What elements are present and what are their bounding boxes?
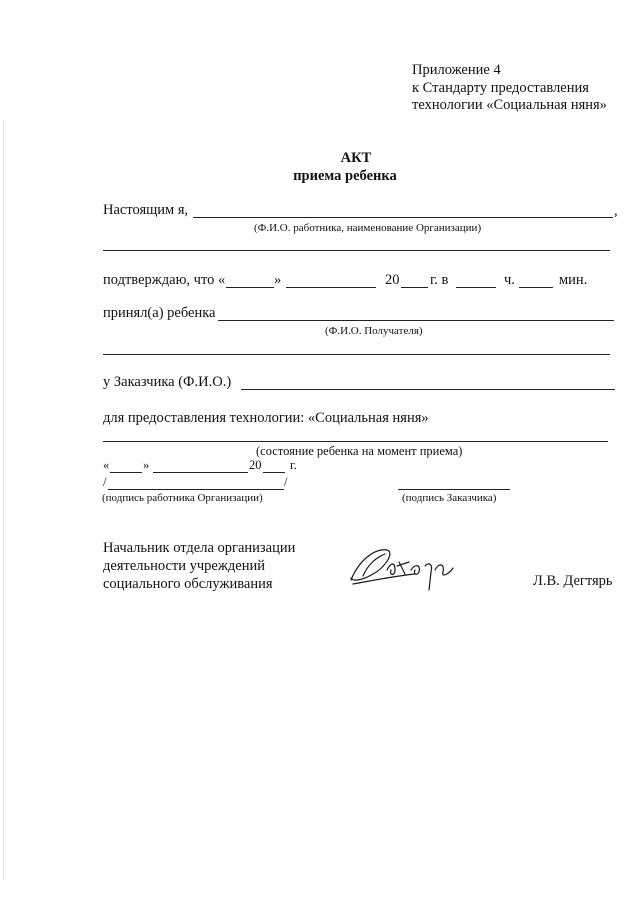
present-fill-line[interactable] (193, 217, 613, 218)
present-hint: (Ф.И.О. работника, наименование Организации) (254, 222, 482, 234)
appendix-line-3: технологии «Социальная няня» (412, 97, 607, 113)
confirm-quote-close: » (274, 272, 282, 288)
worker-signature-hint: (подпись работника Организации) (102, 492, 263, 504)
confirm-hours-label: ч. (504, 272, 515, 288)
customer-signature-line[interactable] (398, 489, 510, 490)
position-line-2: деятельности учреждений (103, 558, 265, 574)
confirm-minutes-label: мин. (559, 272, 588, 288)
confirm-year-suffix: г. в (430, 272, 449, 288)
present-comma: , (614, 203, 618, 219)
confirm-month-line[interactable] (286, 287, 376, 288)
document-title: АКТ (340, 150, 372, 166)
accepted-fill-line-2[interactable] (103, 354, 610, 355)
accepted-label: принял(а) ребенка (103, 305, 216, 321)
state-fill-line[interactable] (103, 441, 608, 442)
worker-signature-line[interactable] (108, 489, 284, 490)
date-quote-open: « (103, 458, 110, 472)
customer-signature-hint: (подпись Заказчика) (402, 492, 497, 504)
signer-name: Л.В. Дегтярь (533, 573, 613, 589)
date-year-suffix: г. (290, 458, 297, 472)
confirm-minutes-line[interactable] (519, 287, 553, 288)
accepted-fill-line[interactable] (218, 320, 614, 321)
tech-label: для предоставления технологии: «Социальная няня» (103, 410, 429, 426)
confirm-day-line[interactable] (226, 287, 274, 288)
position-line-1: Начальник отдела организации (103, 540, 296, 556)
handwritten-signature (345, 540, 465, 600)
confirm-year: 20 (385, 272, 400, 288)
customer-fill-line[interactable] (241, 389, 615, 390)
slash-right: / (284, 475, 288, 489)
date-year-line[interactable] (263, 472, 285, 473)
document-subtitle: приема ребенка (293, 168, 397, 184)
position-line-3: социального обслуживания (103, 576, 273, 592)
page-edge-shadow (3, 120, 4, 880)
accepted-hint: (Ф.И.О. Получателя) (325, 325, 423, 337)
appendix-line-1: Приложение 4 (412, 62, 501, 78)
date-year: 20 (249, 458, 262, 472)
slash-left: / (103, 475, 107, 489)
date-month-line[interactable] (153, 472, 248, 473)
confirm-label: подтверждаю, что « (103, 272, 226, 288)
present-fill-line-2[interactable] (103, 250, 610, 251)
state-hint: (состояние ребенка на момент приема) (256, 444, 463, 458)
customer-label: у Заказчика (Ф.И.О.) (103, 374, 232, 390)
date-quote-close: » (143, 458, 150, 472)
confirm-year-line[interactable] (401, 287, 428, 288)
date-day-line[interactable] (110, 472, 142, 473)
present-label: Настоящим я, (103, 202, 189, 218)
confirm-hours-line[interactable] (456, 287, 496, 288)
appendix-line-2: к Стандарту предоставления (412, 80, 589, 96)
